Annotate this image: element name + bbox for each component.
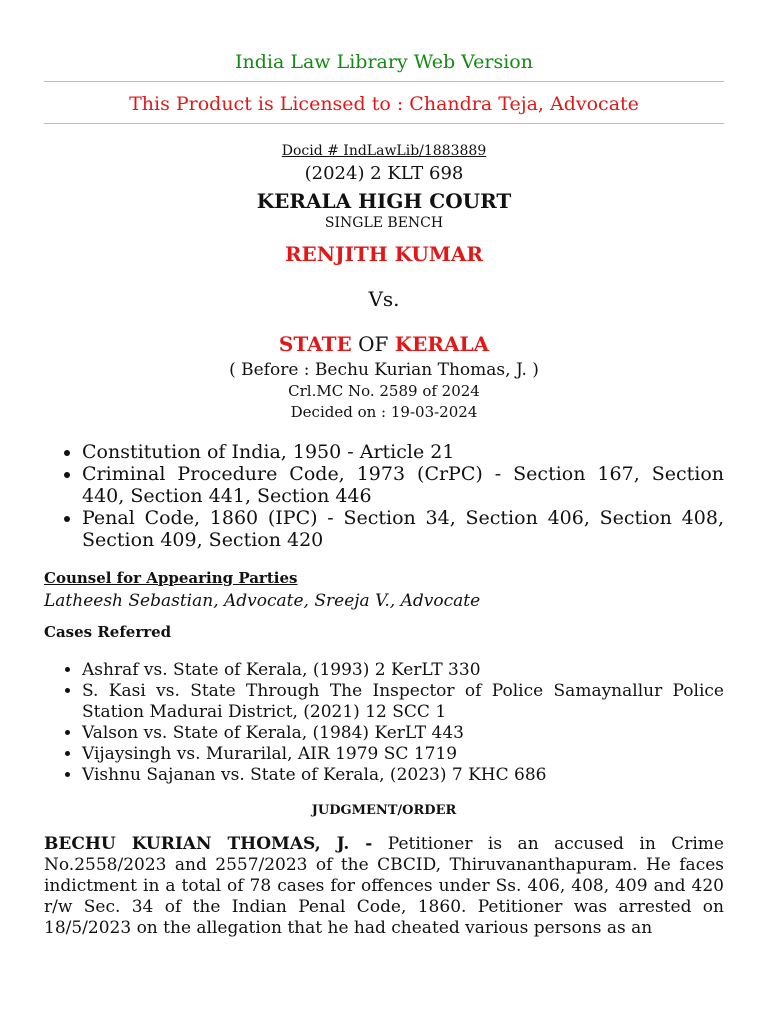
petitioner-name: RENJITH KUMAR [284, 242, 484, 266]
document-page [44, 0, 724, 939]
act-item: • Constitution of India, 1950 - Article 21 [82, 441, 724, 463]
doc-id: Docid # IndLawLib/1883889 [281, 143, 487, 159]
respondent-part-1: STATE [278, 332, 352, 356]
respondent-connector: OF [351, 332, 395, 356]
counsel-heading: Counsel for Appearing Parties [44, 569, 298, 587]
court-name: KERALA HIGH COURT [256, 189, 512, 213]
act-item: • Penal Code, 1860 (IPC) - Section 34, Section 406, Section 408, Section 409, Section 420 [82, 507, 724, 551]
acts-list [44, 441, 724, 551]
divider [44, 123, 724, 124]
versus-label: Vs. [368, 287, 400, 311]
cases-referred-list [44, 660, 724, 786]
bench-judge: ( Before : Bechu Kurian Thomas, J. ) [229, 360, 539, 380]
case-referred-item: • Ashraf vs. State of Kerala, (1993) 2 KerLT 330 [82, 660, 724, 681]
case-number: Crl.MC No. 2589 of 2024 [288, 382, 480, 400]
judgment-text: Petitioner is an accused in Crime No.2558/2023 and 2557/2023 of the CBCID, Thiruvananthapuram. He faces indictment in a total of 78 cases for offences under Ss. 406, 408, 409 and 420 r/w Sec. 34 of the Indian Penal Code, 1860. Petitioner was arrested on 18/5/2023 on the allegation that he had cheated various persons as an [44, 834, 724, 938]
bench-type: SINGLE BENCH [324, 215, 444, 231]
cases-referred-heading: Cases Referred [44, 623, 172, 641]
decision-date: Decided on : 19-03-2024 [290, 403, 478, 421]
case-referred-item: • Valson vs. State of Kerala, (1984) KerLT 443 [82, 723, 724, 744]
act-item: • Criminal Procedure Code, 1973 (CrPC) - Section 167, Section 440, Section 441, Section 446 [82, 463, 724, 507]
counsel-names: Latheesh Sebastian, Advocate, Sreeja V., Advocate [44, 591, 481, 611]
site-title: India Law Library Web Version [235, 51, 533, 73]
judge-name: BECHU KURIAN THOMAS, J. - [44, 834, 373, 854]
respondent-part-2: KERALA [394, 332, 490, 356]
judgment-paragraph [44, 834, 724, 939]
divider [44, 81, 724, 82]
case-referred-item: • S. Kasi vs. State Through The Inspector of Police Samaynallur Police Station Madurai District, (2021) 12 SCC 1 [82, 681, 724, 723]
case-referred-item: • Vishnu Sajanan vs. State of Kerala, (2023) 7 KHC 686 [82, 765, 724, 786]
respondent-name [44, 331, 724, 357]
citation: (2024) 2 KLT 698 [304, 163, 464, 184]
case-referred-item: • Vijaysingh vs. Murarilal, AIR 1979 SC 1719 [82, 744, 724, 765]
judgment-heading: JUDGMENT/ORDER [311, 803, 457, 818]
license-notice: This Product is Licensed to : Chandra Teja, Advocate [129, 93, 639, 115]
